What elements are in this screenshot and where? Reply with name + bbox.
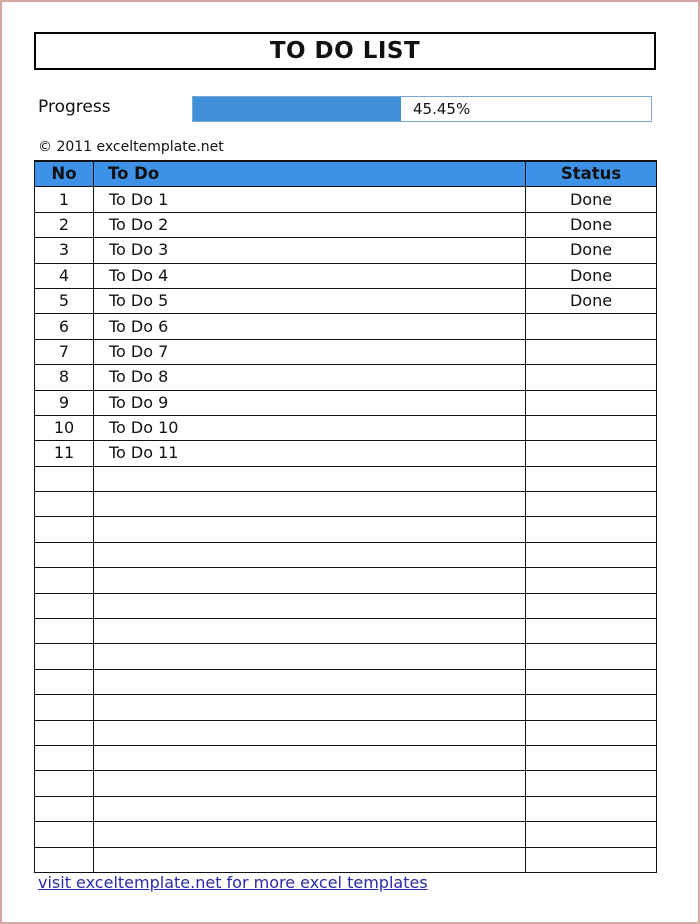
cell-todo[interactable] bbox=[94, 796, 526, 821]
cell-status[interactable]: Done bbox=[526, 212, 657, 237]
cell-status[interactable]: Done bbox=[526, 238, 657, 263]
table-row bbox=[35, 644, 657, 669]
cell-status[interactable] bbox=[526, 847, 657, 872]
cell-todo[interactable]: To Do 9 bbox=[94, 390, 526, 415]
table-row bbox=[35, 339, 657, 364]
progress-bar bbox=[192, 96, 652, 122]
cell-todo[interactable] bbox=[94, 466, 526, 491]
cell-status[interactable] bbox=[526, 771, 657, 796]
cell-no[interactable]: 5 bbox=[35, 288, 94, 313]
cell-no[interactable]: 7 bbox=[35, 339, 94, 364]
cell-todo[interactable] bbox=[94, 593, 526, 618]
cell-todo[interactable]: To Do 11 bbox=[94, 441, 526, 466]
cell-todo[interactable] bbox=[94, 822, 526, 847]
cell-no[interactable]: 9 bbox=[35, 390, 94, 415]
table-row bbox=[35, 695, 657, 720]
cell-status[interactable] bbox=[526, 796, 657, 821]
table-row bbox=[35, 847, 657, 872]
cell-todo[interactable] bbox=[94, 720, 526, 745]
table-row bbox=[35, 441, 657, 466]
cell-status[interactable] bbox=[526, 669, 657, 694]
cell-no[interactable]: 3 bbox=[35, 238, 94, 263]
cell-no[interactable] bbox=[35, 847, 94, 872]
cell-todo[interactable] bbox=[94, 542, 526, 567]
table-row bbox=[35, 365, 657, 390]
table-row bbox=[35, 238, 657, 263]
table-row bbox=[35, 593, 657, 618]
cell-todo[interactable] bbox=[94, 847, 526, 872]
cell-status[interactable] bbox=[526, 517, 657, 542]
cell-status[interactable] bbox=[526, 745, 657, 770]
cell-no[interactable]: 8 bbox=[35, 365, 94, 390]
cell-status[interactable] bbox=[526, 466, 657, 491]
cell-todo[interactable]: To Do 1 bbox=[94, 187, 526, 212]
cell-no[interactable] bbox=[35, 619, 94, 644]
table-row bbox=[35, 212, 657, 237]
cell-status[interactable] bbox=[526, 644, 657, 669]
cell-todo[interactable] bbox=[94, 517, 526, 542]
cell-no[interactable] bbox=[35, 542, 94, 567]
cell-no[interactable] bbox=[35, 568, 94, 593]
cell-todo[interactable] bbox=[94, 669, 526, 694]
cell-no[interactable] bbox=[35, 745, 94, 770]
table-header-row bbox=[35, 161, 657, 187]
cell-status[interactable] bbox=[526, 619, 657, 644]
todo-table-body bbox=[35, 187, 657, 873]
cell-todo[interactable] bbox=[94, 745, 526, 770]
cell-no[interactable]: 11 bbox=[35, 441, 94, 466]
table-row bbox=[35, 288, 657, 313]
cell-todo[interactable] bbox=[94, 644, 526, 669]
cell-todo[interactable]: To Do 10 bbox=[94, 415, 526, 440]
cell-status[interactable] bbox=[526, 390, 657, 415]
table-row bbox=[35, 720, 657, 745]
cell-no[interactable]: 1 bbox=[35, 187, 94, 212]
cell-status[interactable]: Done bbox=[526, 187, 657, 212]
cell-status[interactable] bbox=[526, 822, 657, 847]
table-row bbox=[35, 390, 657, 415]
cell-no[interactable] bbox=[35, 492, 94, 517]
cell-no[interactable] bbox=[35, 669, 94, 694]
cell-status[interactable]: Done bbox=[526, 288, 657, 313]
cell-no[interactable] bbox=[35, 720, 94, 745]
table-row bbox=[35, 517, 657, 542]
cell-status[interactable] bbox=[526, 492, 657, 517]
cell-no[interactable] bbox=[35, 593, 94, 618]
cell-status[interactable] bbox=[526, 542, 657, 567]
table-row bbox=[35, 568, 657, 593]
cell-todo[interactable]: To Do 3 bbox=[94, 238, 526, 263]
cell-todo[interactable] bbox=[94, 568, 526, 593]
copyright-text: © 2011 exceltemplate.net bbox=[38, 139, 224, 155]
cell-status[interactable] bbox=[526, 720, 657, 745]
table-row bbox=[35, 771, 657, 796]
cell-no[interactable] bbox=[35, 796, 94, 821]
cell-todo[interactable]: To Do 5 bbox=[94, 288, 526, 313]
table-row bbox=[35, 745, 657, 770]
page-title: TO DO LIST bbox=[34, 32, 656, 70]
cell-status[interactable] bbox=[526, 365, 657, 390]
cell-status[interactable] bbox=[526, 314, 657, 339]
table-row bbox=[35, 796, 657, 821]
cell-todo[interactable]: To Do 7 bbox=[94, 339, 526, 364]
table-row bbox=[35, 466, 657, 491]
cell-todo[interactable]: To Do 6 bbox=[94, 314, 526, 339]
table-row bbox=[35, 619, 657, 644]
cell-no[interactable]: 2 bbox=[35, 212, 94, 237]
cell-status[interactable] bbox=[526, 593, 657, 618]
cell-status[interactable] bbox=[526, 695, 657, 720]
cell-no[interactable] bbox=[35, 822, 94, 847]
cell-status[interactable] bbox=[526, 339, 657, 364]
cell-todo[interactable] bbox=[94, 619, 526, 644]
cell-no[interactable]: 4 bbox=[35, 263, 94, 288]
cell-status[interactable] bbox=[526, 415, 657, 440]
cell-no[interactable] bbox=[35, 466, 94, 491]
table-row bbox=[35, 415, 657, 440]
cell-status[interactable]: Done bbox=[526, 263, 657, 288]
cell-todo[interactable]: To Do 8 bbox=[94, 365, 526, 390]
cell-todo[interactable] bbox=[94, 771, 526, 796]
cell-status[interactable] bbox=[526, 441, 657, 466]
progress-label: Progress bbox=[38, 97, 111, 117]
table-row bbox=[35, 492, 657, 517]
table-row bbox=[35, 669, 657, 694]
table-row bbox=[35, 822, 657, 847]
cell-no[interactable] bbox=[35, 517, 94, 542]
todo-table bbox=[34, 160, 657, 873]
column-header-no[interactable]: No bbox=[35, 161, 94, 187]
cell-no[interactable] bbox=[35, 695, 94, 720]
cell-status[interactable] bbox=[526, 568, 657, 593]
column-header-todo[interactable]: To Do bbox=[94, 161, 526, 187]
progress-fill bbox=[193, 97, 401, 121]
cell-no[interactable]: 6 bbox=[35, 314, 94, 339]
cell-todo[interactable] bbox=[94, 695, 526, 720]
table-row bbox=[35, 314, 657, 339]
cell-no[interactable] bbox=[35, 644, 94, 669]
progress-value: 45.45% bbox=[413, 100, 471, 118]
column-header-status[interactable]: Status bbox=[526, 161, 657, 187]
cell-todo[interactable]: To Do 4 bbox=[94, 263, 526, 288]
table-row bbox=[35, 187, 657, 212]
cell-todo[interactable] bbox=[94, 492, 526, 517]
footer-link[interactable]: visit exceltemplate.net for more excel templates bbox=[38, 873, 428, 892]
table-row bbox=[35, 542, 657, 567]
table-row bbox=[35, 263, 657, 288]
cell-todo[interactable]: To Do 2 bbox=[94, 212, 526, 237]
cell-no[interactable] bbox=[35, 771, 94, 796]
cell-no[interactable]: 10 bbox=[35, 415, 94, 440]
